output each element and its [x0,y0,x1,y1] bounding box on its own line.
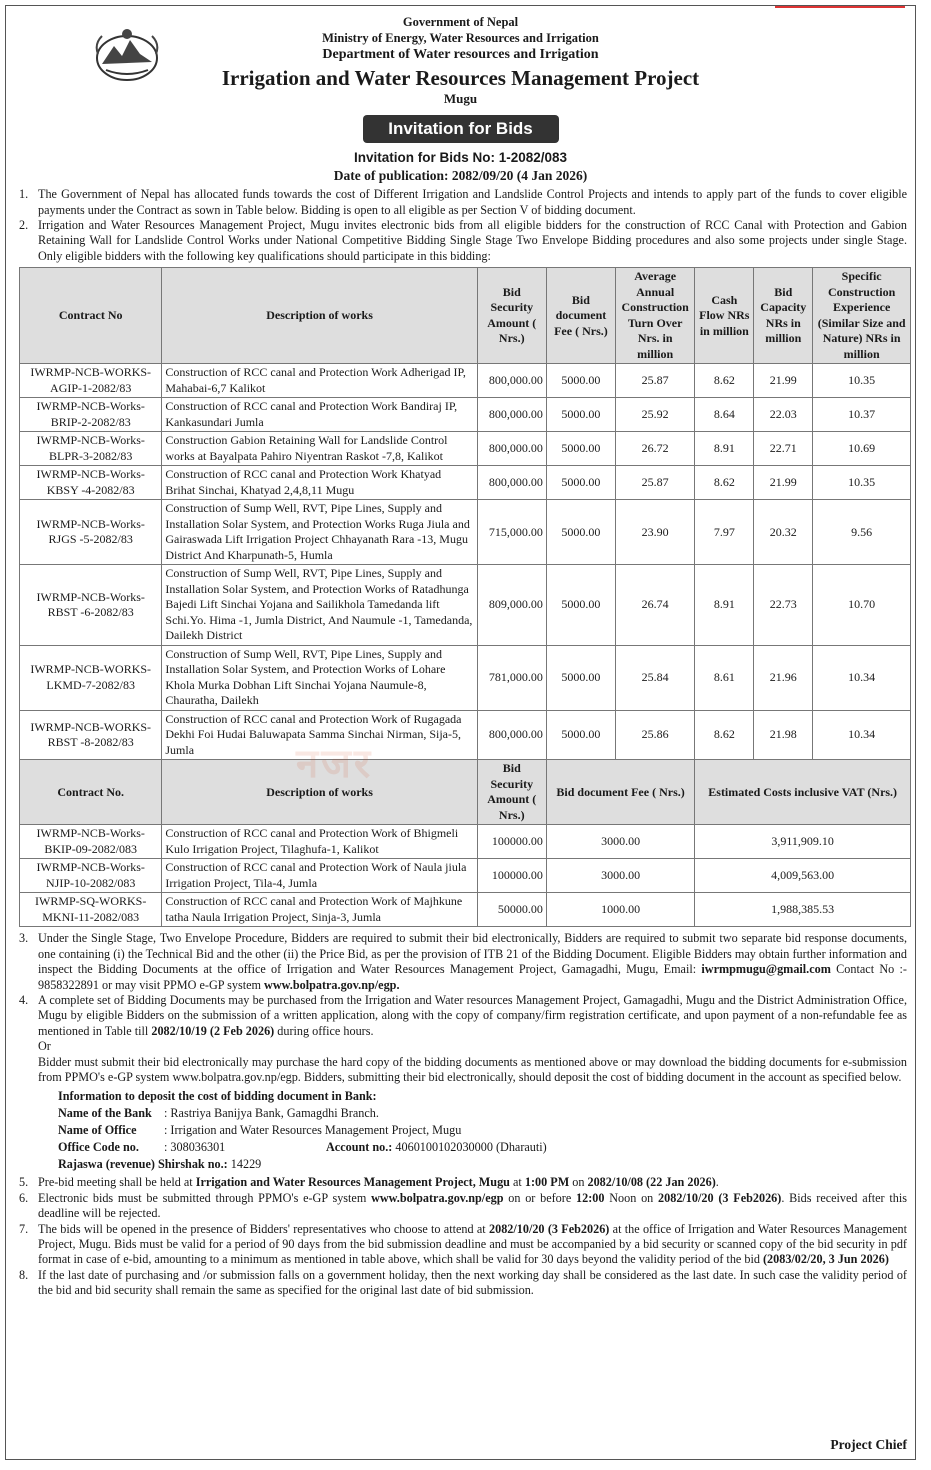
cell-bid-security: 781,000.00 [477,645,546,710]
cell-description: Construction of RCC canal and Protection Work Bandiraj IP, Kankasundari Jumla [162,398,477,432]
opening-date: 2082/10/20 (3 Feb2026) [489,1221,610,1236]
cell-bid-security: 715,000.00 [477,500,546,565]
cell-bid-fee: 5000.00 [546,364,615,398]
cell-bid-fee: 5000.00 [546,565,615,646]
cell-bid-capacity: 22.71 [754,432,813,466]
col-contract-no: Contract No [20,268,162,364]
top-accent-line [775,6,905,8]
project-title: Irrigation and Water Resources Management Project [221,65,700,90]
cell-contract-no: IWRMP-NCB-WORKS-RBST -8-2082/83 [20,710,162,760]
table-header-row [20,268,911,364]
cell-cash-flow: 8.91 [695,432,754,466]
paragraph-text: Irrigation and Water Resources Management Project, Mugu invites electronic bids from all eligible bidders for the construction of RCC Canal with Protection and Gabion Retaining Wall for Landslide Control Works under National Competitive Bidding Single Stage Two Envelope Bidding procedures and also some projects under single Stage. Only eligible bidders with the following key qualifications should participate in this bidding: [38,218,907,263]
paragraph-text: on [569,1175,588,1190]
paragraph-text: The bids will be opened in the presence of Bidders' representatives who choose to attend at [38,1221,489,1236]
cell-bid-capacity: 20.32 [754,500,813,565]
cell2-contract-no: IWRMP-SQ-WORKS-MKNI-11-2082/083 [20,893,162,927]
paragraph-number: 7. [19,1221,29,1236]
table2-header-row [20,760,911,825]
table-row [20,565,911,646]
paragraph-1 [6,187,915,218]
account-value: 4060100102030000 (Dharauti) [395,1140,547,1155]
cell-contract-no: IWRMP-NCB-Works-BLPR-3-2082/83 [20,432,162,466]
cell2-description: Construction of RCC canal and Protection Work of Naula jiula Irrigation Project, Tila-4, Jumla [162,859,477,893]
cell-contract-no: IWRMP-NCB-Works-BRIP-2-2082/83 [20,398,162,432]
cell-experience: 10.37 [813,398,911,432]
contact-email: iwrmpmugu@gmail.com [701,962,831,977]
paragraph-text: . [715,1175,719,1190]
cell-description: Construction of RCC canal and Protection Work Khatyad Brihat Sinchai, Khatyad 2,4,8,11 Mugu [162,466,477,500]
cell-bid-capacity: 21.99 [754,364,813,398]
cell-bid-security: 800,000.00 [477,398,546,432]
cell-bid-fee: 5000.00 [546,500,615,565]
ministry-title: Ministry of Energy, Water Resources and Irrigation [322,30,599,45]
paragraph-3 [6,931,915,993]
cell2-bid-fee: 1000.00 [546,893,694,927]
meeting-venue: Irrigation and Water Resources Management Project, Mugu [195,1175,510,1190]
col-description: Description of works [162,268,477,364]
cell-turnover: 23.90 [616,500,695,565]
cell2-estimated-cost: 4,009,563.00 [695,859,911,893]
paragraph-text: A complete set of Bidding Documents may be purchased from the Irrigation and Water resources Management Project, Gamagadhi, Mugu and the District Administration Office, Mugu by eligible Bidders on the submission of a written application, along with the copy of company/firm registration certificate, and upon payment of a non-refundable fee as mentioned in Table till [38,992,907,1038]
cell-bid-capacity: 21.96 [754,645,813,710]
cell2-description: Construction of RCC canal and Protection Work of Majhkune tatha Naula Irrigation Project, Sinja-3, Jumla [162,893,477,927]
col-bid-capacity: Bid Capacity NRs in million [754,268,813,364]
paragraph-number: 2. [19,218,29,233]
department-title: Department of Water resources and Irrigation [322,47,599,63]
cell-experience: 10.34 [813,645,911,710]
paragraph-2 [6,218,915,264]
or-text [6,1039,915,1054]
cell-bid-capacity: 21.98 [754,710,813,760]
cell-turnover: 25.84 [616,645,695,710]
cell2-bid-security: 50000.00 [477,893,546,927]
table-row [20,364,911,398]
meeting-time: 1:00 PM [524,1175,570,1190]
table-row [20,500,911,565]
cell-bid-security: 800,000.00 [477,466,546,500]
meeting-date: 2082/10/08 (22 Jan 2026) [587,1175,716,1190]
or-label: Or [38,1039,51,1054]
paragraph-text: Bidder must submit their bid electronically may purchase the hard copy of the bidding documents as mentioned above or may download the bidding documents for e-submission from PPMO's e-GP system www.bolpatra.gov.np/egp. Bidders, submitting their bid electronically, should deposit the cost of bidding document in the account as specified below. [38,1054,907,1084]
office-name-label: Name of Office [58,1123,137,1138]
paragraph-text: Pre-bid meeting shall be held at [38,1175,196,1190]
cell-description: Construction of Sump Well, RVT, Pipe Lines, Supply and Installation Solar System, and Protection Works of Ratadhunga Bajedi Lift Sinchai Yojana and Sailikhola Tamedanda lift Schi.Yo. Hima -1, Jumla District, And Naumule -1, Tamedanda, Dailekh District [162,565,477,646]
col2-contract-no: Contract No. [20,760,162,825]
paragraph-number: 3. [19,931,29,946]
cell-turnover: 25.87 [616,364,695,398]
bids-table [19,267,911,927]
cell-bid-fee: 5000.00 [546,432,615,466]
cell-description: Construction of RCC canal and Protection Work Adherigad IP, Mahabai-6,7 Kalikot [162,364,477,398]
cell-bid-security: 809,000.00 [477,565,546,646]
paragraph-text: at [509,1175,525,1190]
cell-cash-flow: 8.61 [695,645,754,710]
paragraph-8 [6,1268,915,1299]
paragraph-text: Under the Single Stage, Two Envelope Procedure, Bidders are required to submit their bid electronically, Bidders are required to submit two separate bid response documents, one containing (i) the Technical Bid and the other (ii) the Price Bid, as per the provision of ITB 21 of the Bidding Document. Eligible Bidders may obtain further information and inspect the Bidding Documents at the office of Irrigation and Water Resources Management Project, Gamagadhi, Mugu, Email: [38,931,907,977]
notice-page [5,5,916,1460]
cell-description: Construction of RCC canal and Protection Work of Rugagada Dekhi Foi Hudai Baluwapata Samma Sinchai Nirman, Sija-5, Jumla [162,710,477,760]
paragraph-number: 6. [19,1190,29,1205]
cell2-bid-fee: 3000.00 [546,859,694,893]
paragraph-5 [6,1175,915,1190]
nepal-emblem-icon [92,26,162,84]
paragraph-6 [6,1191,915,1222]
cell-cash-flow: 8.62 [695,466,754,500]
cell2-estimated-cost: 3,911,909.10 [695,825,911,859]
cell-turnover: 26.72 [616,432,695,466]
cell-bid-capacity: 22.03 [754,398,813,432]
cell-cash-flow: 7.97 [695,500,754,565]
cell2-contract-no: IWRMP-NCB-Works-BKIP-09-2082/083 [20,825,162,859]
cell2-description: Construction of RCC canal and Protection Work of Bhigmeli Kulo Irrigation Project, Tilaghufa-1, Kalikot [162,825,477,859]
ifb-number: Invitation for Bids No: 1-2082/083 [353,150,568,166]
bank-info-title: Information to deposit the cost of bidding document in Bank: [58,1089,377,1104]
office-code-label: Office Code no. [58,1140,139,1155]
paragraph-text: Electronic bids must be submitted through PPMO's e-GP system [38,1190,372,1205]
submission-date: 2082/10/20 (3 Feb2026) [658,1190,782,1205]
paragraph-number: 4. [19,992,29,1007]
paragraph-number: 1. [19,187,29,202]
table-row [20,645,911,710]
paragraph-number: 8. [19,1267,29,1282]
paragraph-4b [6,1055,915,1086]
cell-contract-no: IWRMP-NCB-Works-RJGS -5-2082/83 [20,500,162,565]
cell-bid-fee: 5000.00 [546,398,615,432]
cell-turnover: 25.86 [616,710,695,760]
cell-experience: 10.35 [813,466,911,500]
paragraph-4 [6,993,915,1039]
cell-bid-security: 800,000.00 [477,364,546,398]
cell2-bid-security: 100000.00 [477,825,546,859]
col2-bid-security: Bid Security Amount ( Nrs.) [477,760,546,825]
table2-row [20,859,911,893]
cell-bid-capacity: 22.73 [754,565,813,646]
cell-experience: 9.56 [813,500,911,565]
paragraph-text: at the office of Irrigation and Water Resources Management Project, Mugu. Bids must be valid for a period of 90 days from the bid submission deadline and must be accompanied by a bid security or scanned copy of the bid security in pdf format in case of e-bid, amounting to a minimum as mentioned in table above, which shall be valid for 30 days beyond the validity period of the bid [38,1221,908,1267]
col-bid-security: Bid Security Amount ( Nrs.) [477,268,546,364]
bank-name-label: Name of the Bank [58,1106,152,1121]
publication-date: Date of publication: 2082/09/20 (4 Jan 2026) [333,168,588,184]
col-cash-flow: Cash Flow NRs in million [695,268,754,364]
table-row [20,466,911,500]
col2-description: Description of works [162,760,477,825]
office-code-value: : 308036301 [164,1140,226,1155]
col-turnover: Average Annual Construction Turn Over Nrs. in million [616,268,695,364]
paragraph-text: Noon on [604,1190,659,1205]
cell-description: Construction of Sump Well, RVT, Pipe Lines, Supply and Installation Solar System, and Protection Works Ruga Jiula and Gairaswada Lift Irrigation Project Chhayanath Rara -13, Mugu District And Kharpunath-5, Humla [162,500,477,565]
cell-cash-flow: 8.62 [695,710,754,760]
paragraph-number: 5. [19,1175,29,1190]
cell-bid-capacity: 21.99 [754,466,813,500]
cell-bid-security: 800,000.00 [477,710,546,760]
cell-contract-no: IWRMP-NCB-WORKS-AGIP-1-2082/83 [20,364,162,398]
invitation-banner: Invitation for Bids [363,115,559,143]
cell-experience: 10.34 [813,710,911,760]
cell-description: Construction of Sump Well, RVT, Pipe Lines, Supply and Installation Solar System, and Protection Works of Lohare Khola Murka Dobhan Lift Sinchai Yojana Naumule-8, Chauratha, Dailekh [162,645,477,710]
cell-turnover: 25.92 [616,398,695,432]
office-name-value: : Irrigation and Water Resources Management Project, Mugu [164,1123,462,1138]
paragraph-text: during office hours. [274,1023,374,1038]
cell-description: Construction Gabion Retaining Wall for Landslide Control works at Bayalpata Pahiro Niyentran Raskot -7,8, Kalikot [162,432,477,466]
col-experience: Specific Construction Experience (Similar Size and Nature) NRs in million [813,268,911,364]
table-row [20,398,911,432]
deadline-date: 2082/10/19 (2 Feb 2026) [151,1023,275,1038]
paragraph-text: Contact No :- 9858322891 or may visit PPMO e-GP system [38,962,907,992]
cell2-bid-security: 100000.00 [477,859,546,893]
cell-experience: 10.69 [813,432,911,466]
col2-estimated-cost: Estimated Costs inclusive VAT (Nrs.) [695,760,911,825]
cell2-estimated-cost: 1,988,385.53 [695,893,911,927]
account-label: Account no.: [326,1140,393,1155]
cell-bid-fee: 5000.00 [546,710,615,760]
gov-title: Government of Nepal [402,15,519,29]
cell2-bid-fee: 3000.00 [546,825,694,859]
table-row [20,432,911,466]
bank-info [58,1088,915,1173]
paragraph-7 [6,1222,915,1268]
signature: Project Chief [830,1437,907,1452]
table-row [20,710,911,760]
rajaswa-value: 14229 [230,1157,262,1172]
cell-turnover: 25.87 [616,466,695,500]
table2-row [20,893,911,927]
paragraph-text: on or before [503,1190,577,1205]
paragraph-text: The Government of Nepal has allocated funds towards the cost of Different Irrigation and Landslide Control Projects and intends to apply part of the funds to cover eligible payments under the Contract as sown in Table below. Bidding is open to all eligible as per Section V of bidding document. [38,187,907,217]
table2-row [20,825,911,859]
cell-contract-no: IWRMP-NCB-Works-RBST -6-2082/83 [20,565,162,646]
cell-experience: 10.70 [813,565,911,646]
cell-bid-fee: 5000.00 [546,466,615,500]
col2-bid-fee: Bid document Fee ( Nrs.) [546,760,694,825]
paragraph-text: . Bids received after this deadline will be rejected. [38,1190,907,1221]
rajaswa-label: Rajaswa (revenue) Shirshak no.: [58,1157,228,1172]
cell-cash-flow: 8.64 [695,398,754,432]
validity-date: (2083/02/20, 3 Jun 2026) [762,1252,889,1267]
bank-name-value: : Rastriya Banijya Bank, Gamagdhi Branch. [164,1106,379,1121]
col-bid-fee: Bid document Fee ( Nrs.) [546,268,615,364]
location-title: Mugu [443,91,478,106]
cell2-contract-no: IWRMP-NCB-Works-NJIP-10-2082/083 [20,859,162,893]
submission-time: 12:00 [576,1190,605,1205]
cell-cash-flow: 8.62 [695,364,754,398]
paragraph-text: If the last date of purchasing and /or submission falls on a government holiday, then the next working day shall be considered as the last date. In such case the validity period of the bid and bid security shall remain the same as specified for the original last date of bid submission. [38,1267,907,1298]
cell-turnover: 26.74 [616,565,695,646]
cell-contract-no: IWRMP-NCB-WORKS-LKMD-7-2082/83 [20,645,162,710]
cell-contract-no: IWRMP-NCB-Works-KBSY -4-2082/83 [20,466,162,500]
cell-bid-security: 800,000.00 [477,432,546,466]
cell-cash-flow: 8.91 [695,565,754,646]
egp-website: www.bolpatra.gov.np/egp. [264,977,400,992]
cell-bid-fee: 5000.00 [546,645,615,710]
egp-link: www.bolpatra.gov.np/egp [371,1190,504,1205]
cell-experience: 10.35 [813,364,911,398]
